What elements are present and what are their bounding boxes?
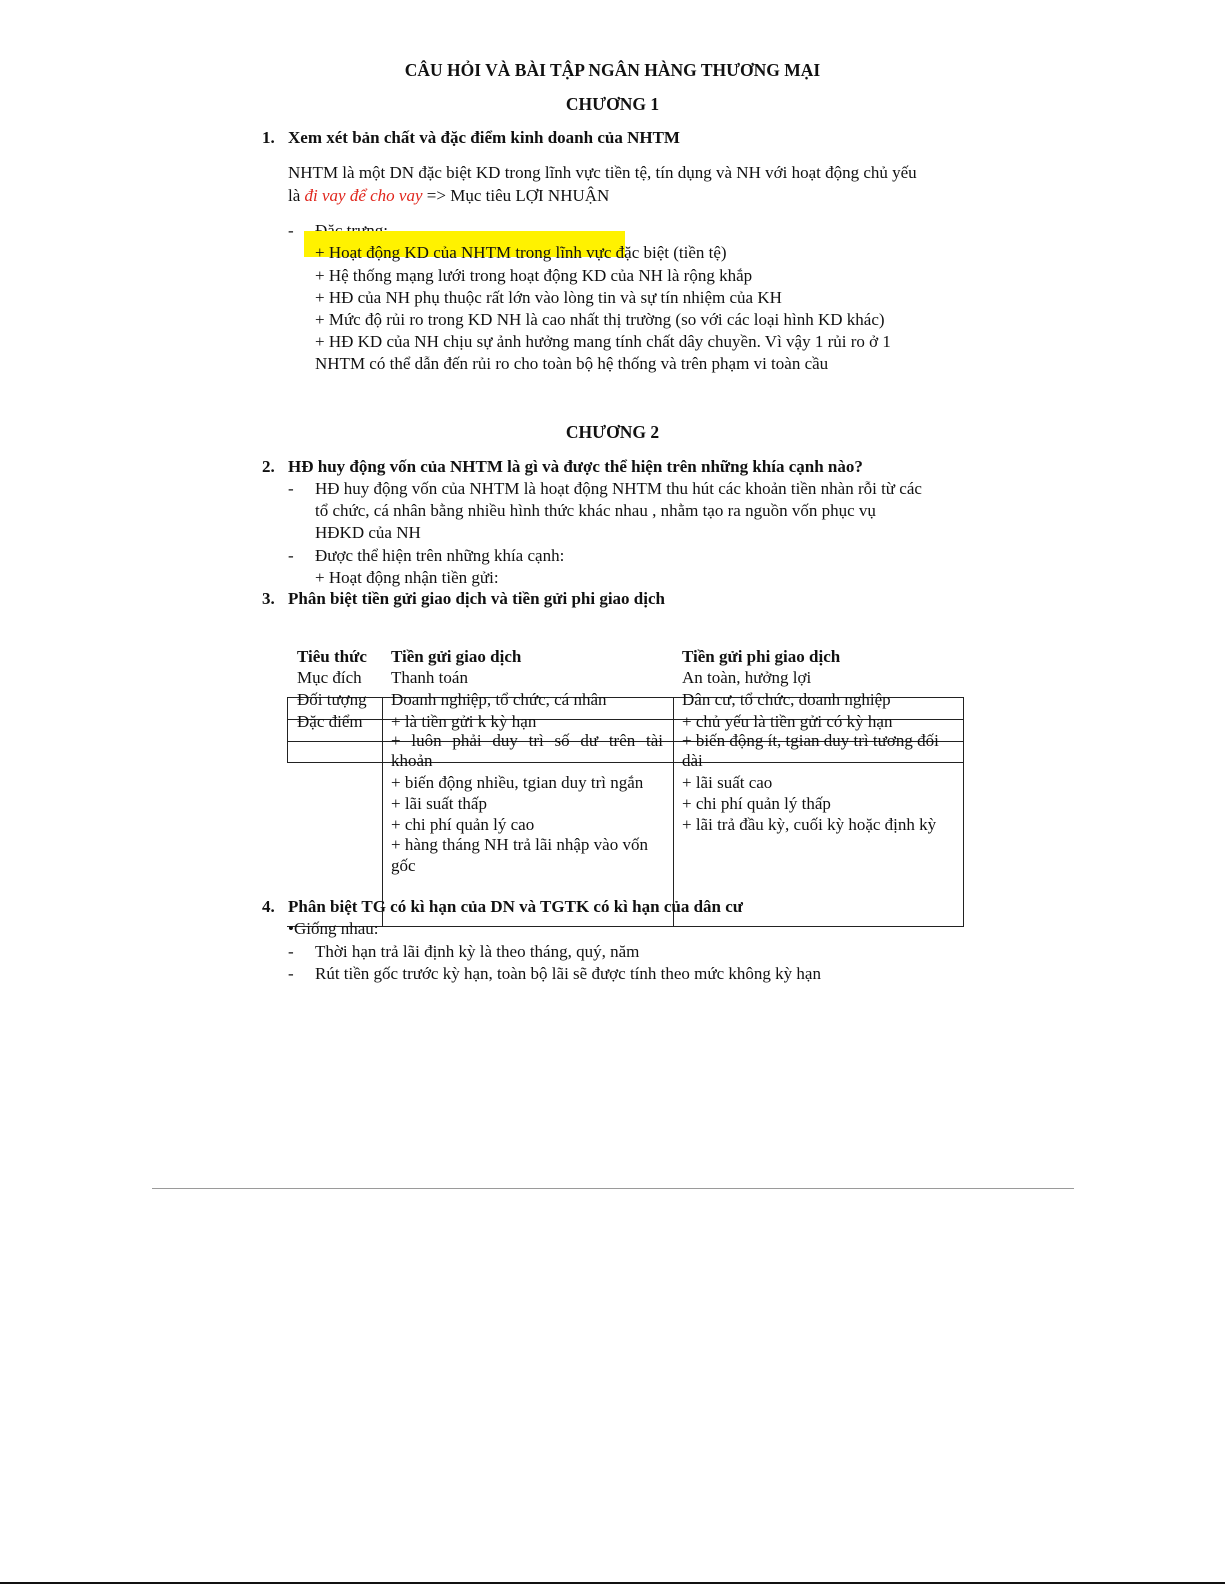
q1-paragraph-line2 [288, 186, 609, 206]
q1-feature-5-line2: NHTM có thể dẫn đến rủi ro cho toàn bộ hệ thống và trên phạm vi toàn cầu [315, 354, 829, 373]
table-header-criteria: Tiêu thức [297, 647, 367, 666]
q3-heading: Phân biệt tiền gửi giao dịch và tiền gửi phi giao dịch [288, 589, 665, 608]
table-rule [287, 926, 964, 927]
table-header-nontransaction: Tiền gửi phi giao dịch [682, 647, 841, 666]
q2-heading: HĐ huy động vốn của NHTM là gì và được thể hiện trên những khía cạnh nào? [288, 457, 863, 476]
q1-feature-1-part-a: + Hoạt động KD [315, 243, 429, 262]
bottom-border [0, 1582, 1225, 1584]
q4-item2-dash: - [288, 964, 294, 983]
table-purpose-label: Mục đích [297, 668, 362, 687]
table-purpose-transaction: Thanh toán [391, 668, 468, 687]
q1-paragraph-line1: NHTM là một DN đặc biệt KD trong lĩnh vực tiền tệ, tín dụng và NH với hoạt động chủ yếu [288, 163, 917, 182]
page-divider [152, 1188, 1074, 1189]
q4-similar-label: •Giống nhau: [288, 919, 379, 938]
q4-item1-dash: - [288, 942, 294, 961]
q1-feature-1 [315, 243, 727, 263]
q1-features-dash: - [288, 221, 294, 240]
table-nontransaction-feature: + biến động ít, tgian duy trì tương đối [682, 731, 939, 750]
q4-item2: Rút tiền gốc trước kỳ hạn, toàn bộ lãi sẽ được tính theo mức không kỳ hạn [315, 964, 821, 983]
q1-para-red-text: đi vay để cho vay [304, 186, 423, 205]
table-nontransaction-feature: dài [682, 751, 703, 770]
table-rule [287, 697, 288, 762]
table-object-label: Đối tượng [297, 690, 367, 709]
q2-number: 2. [262, 457, 275, 476]
q4-item1: Thời hạn trả lãi định kỳ là theo tháng, quý, năm [315, 942, 640, 961]
table-transaction-feature: gốc [391, 856, 416, 875]
table-rule [963, 697, 964, 927]
table-transaction-feature: + là tiền gửi k kỳ hạn [391, 712, 537, 731]
table-header-transaction: Tiền gửi giao dịch [391, 647, 522, 666]
table-transaction-feature: + hàng tháng NH trả lãi nhập vào vốn [391, 835, 648, 854]
table-rule [287, 762, 964, 763]
table-nontransaction-feature: + lãi trả đầu kỳ, cuối kỳ hoặc định kỳ [682, 815, 937, 834]
q1-feature-4: + Mức độ rủi ro trong KD NH là cao nhất thị trường (so với các loại hình KD khác) [315, 310, 885, 329]
chapter-2-heading: CHƯƠNG 2 [565, 422, 660, 442]
table-nontransaction-feature: + chi phí quản lý thấp [682, 794, 831, 813]
q4-number: 4. [262, 897, 275, 916]
q4-heading: Phân biệt TG có kì hạn của DN và TGTK có kì hạn của dân cư [288, 897, 743, 916]
q2-bullet1-dash: - [288, 479, 294, 498]
table-transaction-feature: khoản [391, 751, 433, 770]
q2-bullet3: + Hoạt động nhận tiền gửi: [315, 568, 499, 587]
q1-number: 1. [262, 128, 275, 147]
table-transaction-feature: + luôn phải duy trì số dư trên tài [391, 731, 663, 750]
table-nontransaction-feature: + lãi suất cao [682, 773, 773, 792]
table-transaction-feature: + chi phí quản lý cao [391, 815, 535, 834]
table-rule [382, 697, 383, 927]
table-object-nontransaction: Dân cư, tổ chức, doanh nghiệp [682, 690, 891, 709]
q1-feature-1-part-c: của NHTM trong lĩnh vực [433, 243, 612, 262]
table-transaction-feature: + lãi suất thấp [391, 794, 487, 813]
table-nontransaction-feature: + chủ yếu là tiền gửi có kỳ hạn [682, 712, 893, 731]
table-feature-label: Đặc điểm [297, 712, 363, 731]
q2-bullet1-line2: tổ chức, cá nhân bằng nhiều hình thức khác nhau , nhằm tạo ra nguồn vốn phục vụ [315, 501, 876, 520]
q2-bullet1-line1: HĐ huy động vốn của NHTM là hoạt động NHTM thu hút các khoản tiền nhàn rỗi từ các [315, 479, 922, 498]
q1-para-prefix: là [288, 186, 305, 205]
q1-feature-1-part-d: đặc biệt (tiền tệ) [611, 243, 727, 262]
q3-number: 3. [262, 589, 275, 608]
chapter-1-heading: CHƯƠNG 1 [565, 94, 660, 114]
table-rule [673, 697, 674, 927]
q1-para-suffix: => Mục tiêu LỢI NHUẬN [422, 186, 610, 205]
q2-bullet1-line3: HĐKD của NH [315, 523, 421, 542]
q2-bullet2-dash: - [288, 546, 294, 565]
q1-feature-2: + Hệ thống mạng lưới trong hoạt động KD của NH là rộng khắp [315, 266, 753, 285]
q1-feature-3: + HĐ của NH phụ thuộc rất lớn vào lòng tin và sự tín nhiệm của KH [315, 288, 782, 307]
q1-feature-5-line1: + HĐ KD của NH chịu sự ảnh hưởng mang tính chất dây chuyền. Vì vậy 1 rủi ro ở 1 [315, 332, 891, 351]
q1-heading: Xem xét bản chất và đặc điểm kinh doanh của NHTM [288, 128, 680, 147]
table-purpose-nontransaction: An toàn, hưởng lợi [682, 668, 812, 687]
table-object-transaction: Doanh nghiệp, tổ chức, cá nhân [391, 690, 607, 709]
table-transaction-feature: + biến động nhiều, tgian duy trì ngắn [391, 773, 644, 792]
document-title: CÂU HỎI VÀ BÀI TẬP NGÂN HÀNG THƯƠNG MẠI [404, 60, 821, 80]
q2-bullet2: Được thể hiện trên những khía cạnh: [315, 546, 565, 565]
